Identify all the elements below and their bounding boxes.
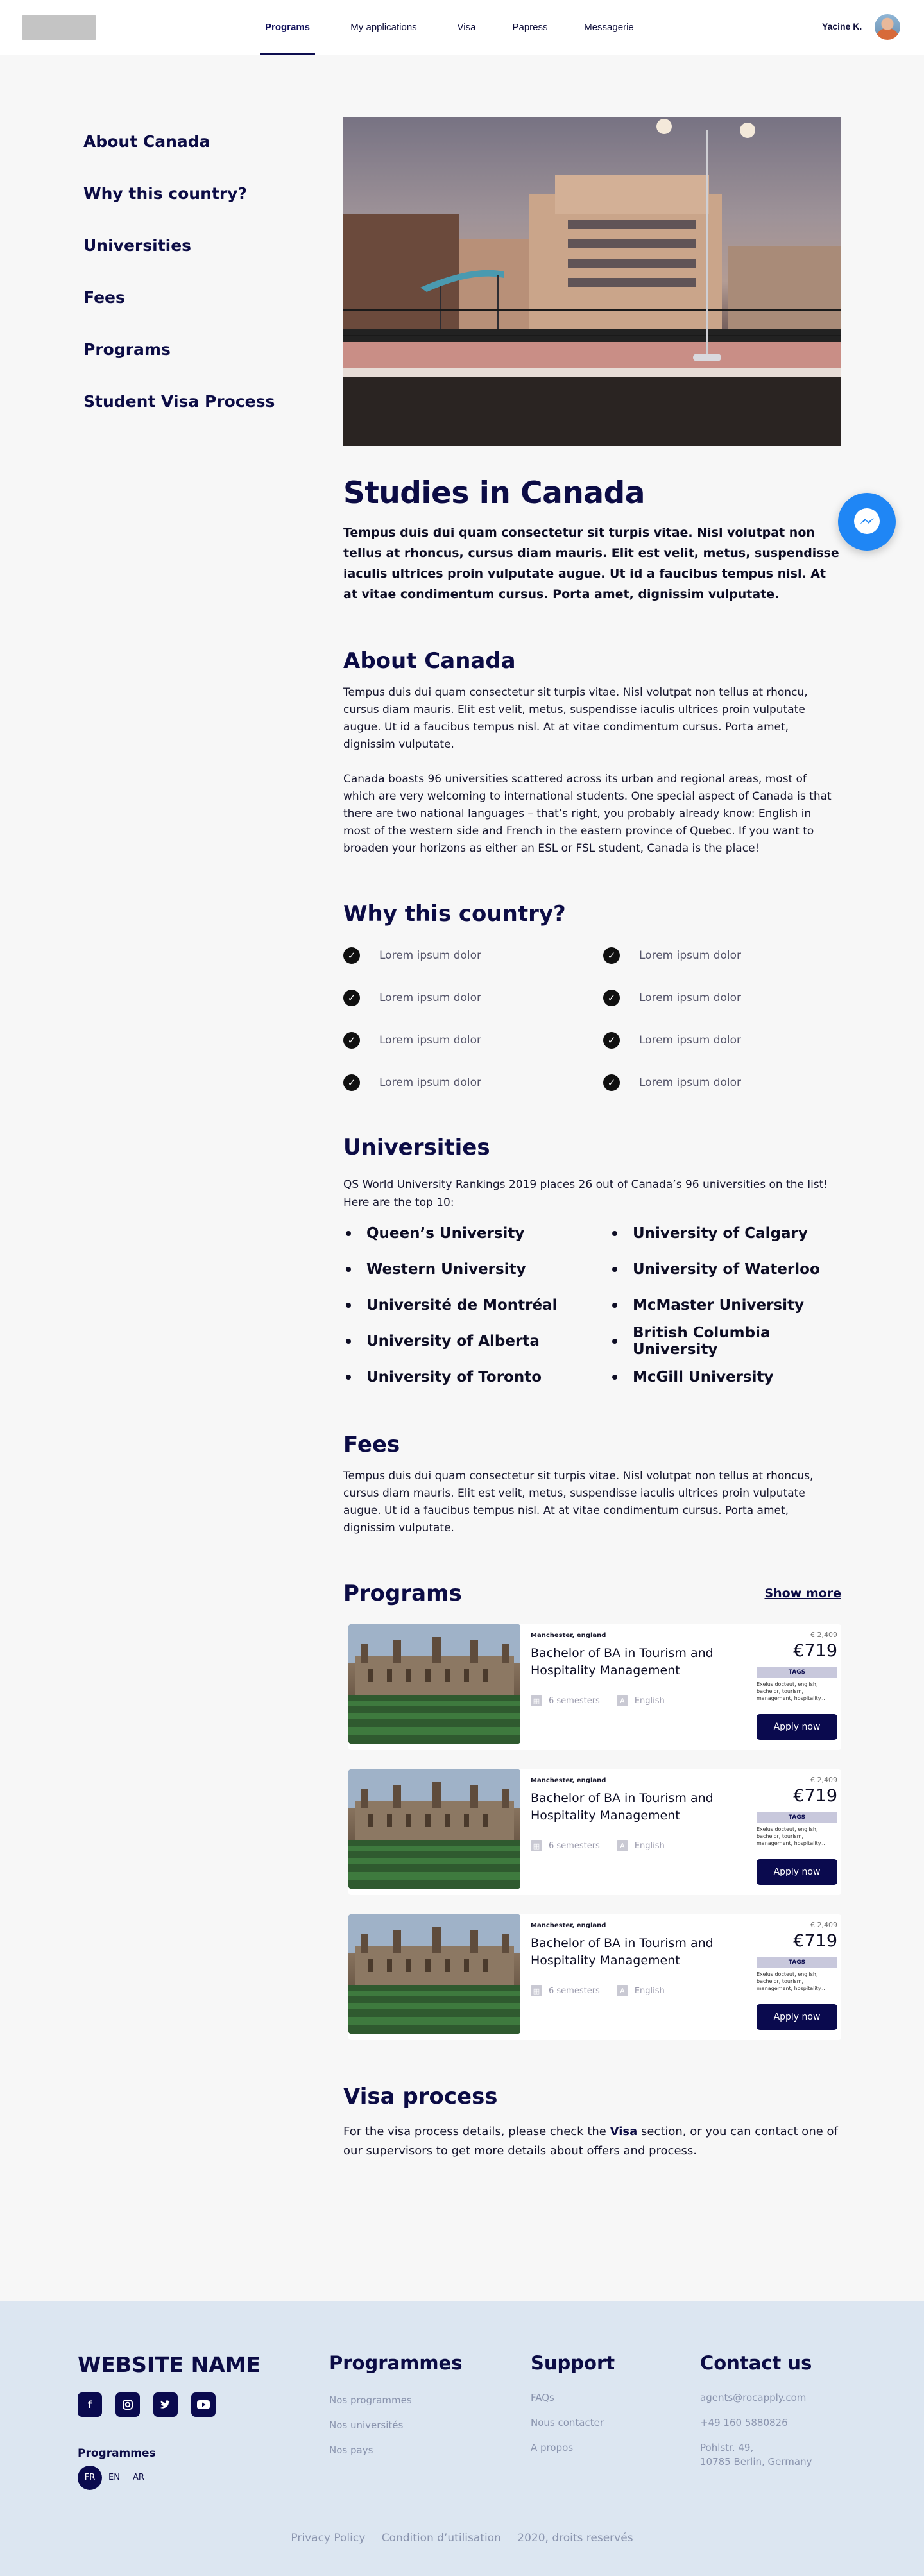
fees-heading: Fees [343,1432,400,1457]
university-item: University of Alberta [343,1330,610,1352]
universities-intro: QS World University Rankings 2019 places 26 out of Canada’s 96 universities on the list! Here are the top 10: [343,1178,828,1209]
check-icon: ✓ [603,1074,620,1091]
program-tags-text: Exelus docteut, english, bachelor, tourism, management, hospitality... [757,1971,825,1991]
nav-messagerie[interactable]: Messagerie [584,22,634,33]
footer-site-name[interactable]: WEBSITE NAME [78,2352,261,2377]
footer-privacy-policy[interactable]: Privacy Policy [291,2532,366,2545]
program-location: Manchester, england [531,1922,606,1929]
main-content [343,117,841,2161]
check-icon: ✓ [343,1074,360,1091]
program-language: English [634,1696,665,1706]
program-price: €719 [793,1786,837,1806]
university-item: McGill University [610,1366,841,1388]
nav-visa[interactable]: Visa [457,22,476,33]
hero-illustration [343,117,841,446]
apply-now-button[interactable]: Apply now [757,1859,837,1885]
footer-address-line-1: Pohlstr. 49, [700,2442,754,2453]
youtube-icon[interactable] [191,2392,216,2417]
about-paragraph-1: Tempus duis dui quam consectetur sit turpis vitae. Nisl volutpat non tellus at rhoncu, cursus diam mauris. Elit est velit, metus, suspendisse iaculis ultrices proin vulputate augue. Ut id a faucibus tempus nisl. At at vitae condimentum cursus. Porta amet, dignissim vulputate. [343,686,808,751]
program-price: €719 [793,1931,837,1951]
messenger-chat-button[interactable] [838,493,896,551]
footer-link-nous-contacter[interactable]: Nous contacter [531,2417,604,2428]
why-list [343,947,841,1091]
university-item: Western University [343,1258,610,1280]
why-item [603,1032,841,1049]
visa-heading: Visa process [343,2084,498,2109]
program-tags-text: Exelus docteut, english, bachelor, tourism, management, hospitality... [757,1826,825,1846]
footer-link-faqs[interactable]: FAQs [531,2392,554,2403]
language-switcher [78,2466,151,2490]
sidebar-item-fees[interactable]: Fees [83,271,321,323]
footer-contact-heading: Contact us [700,2352,812,2374]
apply-now-button[interactable]: Apply now [757,2004,837,2030]
university-item: Université de Montréal [343,1294,610,1316]
footer-link-nos-universites[interactable]: Nos universités [329,2419,404,2431]
programs-heading: Programs [343,1581,462,1606]
check-icon: ✓ [603,990,620,1006]
program-old-price: € 2,409 [810,1776,837,1784]
university-item: University of Toronto [343,1366,610,1388]
check-icon: ✓ [603,947,620,964]
why-item-label: Lorem ipsum dolor [639,992,742,1004]
program-card[interactable] [348,1769,841,1895]
program-meta [531,1985,665,1996]
university-item: University of Calgary [610,1222,841,1244]
top-header [0,0,924,55]
messenger-icon [838,493,896,551]
program-old-price: € 2,409 [810,1921,837,1929]
sidebar-item-student-visa-process[interactable]: Student Visa Process [83,392,275,411]
main-nav [117,0,796,55]
footer-phone[interactable]: +49 160 5880826 [700,2417,788,2428]
language-icon: A [617,1840,628,1851]
program-old-price: € 2,409 [810,1631,837,1639]
language-icon: A [617,1985,628,1996]
page-sidebar [83,116,321,427]
instagram-icon[interactable] [116,2392,140,2417]
program-card[interactable] [348,1624,841,1750]
lang-fr[interactable]: FR [78,2466,102,2490]
visa-paragraph [343,2122,841,2161]
program-image [348,1624,520,1744]
why-item [343,947,603,964]
why-item-label: Lorem ipsum dolor [639,1034,742,1047]
program-language: English [634,1986,665,1996]
show-more-link[interactable]: Show more [764,1586,841,1601]
why-item [343,990,603,1006]
sidebar-item-universities[interactable]: Universities [83,219,321,271]
why-item-label: Lorem ipsum dolor [379,992,482,1004]
why-item [343,1074,603,1091]
calendar-icon: ▦ [531,1985,542,1996]
program-location: Manchester, england [531,1777,606,1784]
footer-link-a-propos[interactable]: A propos [531,2442,574,2453]
university-item: University of Waterloo [610,1258,841,1280]
program-title[interactable]: Bachelor of BA in Tourism and Hospitality Management [531,1646,714,1678]
program-language: English [634,1841,665,1851]
fees-paragraph: Tempus duis dui quam consectetur sit turpis vitae. Nisl volutpat non tellus at rhoncus, cursus diam mauris. Elit est velit, metus, suspendisse iaculis ultrices proin vulputate augue. Ut id a faucibus tempus nisl. At at vitae condimentum cursus. Porta amet, dignissim vulputate. [343,1470,814,1534]
programs-header [343,1581,841,1606]
twitter-icon[interactable] [153,2392,178,2417]
why-item [603,947,841,964]
footer-email[interactable]: agents@rocapply.com [700,2392,807,2403]
why-item-label: Lorem ipsum dolor [379,1034,482,1047]
logo-area[interactable] [0,0,117,55]
program-title[interactable]: Bachelor of BA in Tourism and Hospitality Management [531,1936,714,1968]
universities-heading: Universities [343,1135,490,1160]
footer-conditions[interactable]: Condition d’utilisation [381,2532,501,2545]
user-menu[interactable] [796,0,924,55]
footer-programmes-heading: Programmes [329,2352,463,2374]
nav-papress[interactable]: Papress [512,22,548,33]
check-icon: ✓ [343,990,360,1006]
why-item-label: Lorem ipsum dolor [379,949,482,962]
avatar[interactable] [875,14,900,40]
logo[interactable] [22,15,96,40]
why-heading: Why this country? [343,901,566,927]
sidebar-item-programs[interactable]: Programs [83,323,321,375]
visa-text-after: section, or you can contact one of our supervisors to get more details about offers and process. [343,2125,838,2158]
program-image [348,1914,520,2034]
why-item-label: Lorem ipsum dolor [639,1076,742,1089]
footer-link-nos-programmes[interactable]: Nos programmes [329,2394,412,2406]
sidebar-item-about-canada[interactable]: About Canada [83,116,321,167]
facebook-icon[interactable]: f [78,2392,102,2417]
program-price: €719 [793,1641,837,1661]
university-item: British Columbia University [610,1330,841,1352]
footer-bottom-bar [0,2532,924,2545]
hero-image [343,117,841,446]
about-paragraph-2: Canada boasts 96 universities scattered across its urban and regional areas, most of which are very welcoming to international students. One special aspect of Canada is that there are two national languages – that’s right, you probably already know: English in most of the western side and French in the eastern province of Quebec. If you want to broaden your horizons as either an ESL or FSL student, Canada is the place! [343,773,832,855]
program-card[interactable] [348,1914,841,2040]
program-image [348,1769,520,1889]
nav-my-applications[interactable]: My applications [350,22,417,33]
program-semesters: 6 semesters [549,1986,600,1996]
program-location: Manchester, england [531,1632,606,1639]
why-item [603,990,841,1006]
check-icon: ✓ [343,947,360,964]
program-tag: TAGS [757,1667,837,1678]
university-item: Queen’s University [343,1222,610,1244]
social-links [78,2392,229,2417]
footer-link-nos-pays[interactable]: Nos pays [329,2444,373,2456]
program-meta [531,1840,665,1851]
check-icon: ✓ [603,1032,620,1049]
program-title[interactable]: Bachelor of BA in Tourism and Hospitality Management [531,1791,714,1823]
program-tag: TAGS [757,1812,837,1823]
site-footer [0,2301,924,2576]
footer-address-line-2: 10785 Berlin, Germany [700,2456,812,2468]
lang-ar[interactable]: AR [133,2473,144,2482]
program-tags-text: Exelus docteut, english, bachelor, tourism, management, hospitality... [757,1681,825,1701]
lang-en[interactable]: EN [108,2473,120,2482]
user-name[interactable]: Yacine K. [822,21,862,31]
calendar-icon: ▦ [531,1695,542,1706]
footer-support-heading: Support [531,2352,615,2374]
why-item-label: Lorem ipsum dolor [639,949,742,962]
why-item [603,1074,841,1091]
program-semesters: 6 semesters [549,1696,600,1706]
why-item [343,1032,603,1049]
visa-link[interactable]: Visa [610,2125,638,2138]
check-icon: ✓ [343,1032,360,1049]
footer-copyright: 2020, droits reservés [517,2532,633,2545]
apply-now-button[interactable]: Apply now [757,1714,837,1740]
language-icon: A [617,1695,628,1706]
program-meta [531,1695,665,1706]
page-lead: Tempus duis dui quam consectetur sit turpis vitae. Nisl volutpat non tellus at rhoncus, cursus diam mauris. Elit est velit, metus, suspendisse iaculis ultrices proin vulputate augue. Ut id a faucibus tempus nisl. At at vitae condimentum cursus. Porta amet, dignissim vulputate. [343,526,839,601]
nav-programs[interactable]: Programs [260,0,315,55]
page-title: Studies in Canada [343,476,645,511]
sidebar-item-why-this-country[interactable]: Why this country? [83,167,321,219]
about-heading: About Canada [343,648,516,674]
program-semesters: 6 semesters [549,1841,600,1851]
why-item-label: Lorem ipsum dolor [379,1076,482,1089]
visa-text-before: For the visa process details, please check the [343,2125,610,2138]
universities-list [343,1222,841,1388]
calendar-icon: ▦ [531,1840,542,1851]
university-item: McMaster University [610,1294,841,1316]
footer-programmes-label: Programmes [78,2447,156,2460]
program-tag: TAGS [757,1957,837,1968]
